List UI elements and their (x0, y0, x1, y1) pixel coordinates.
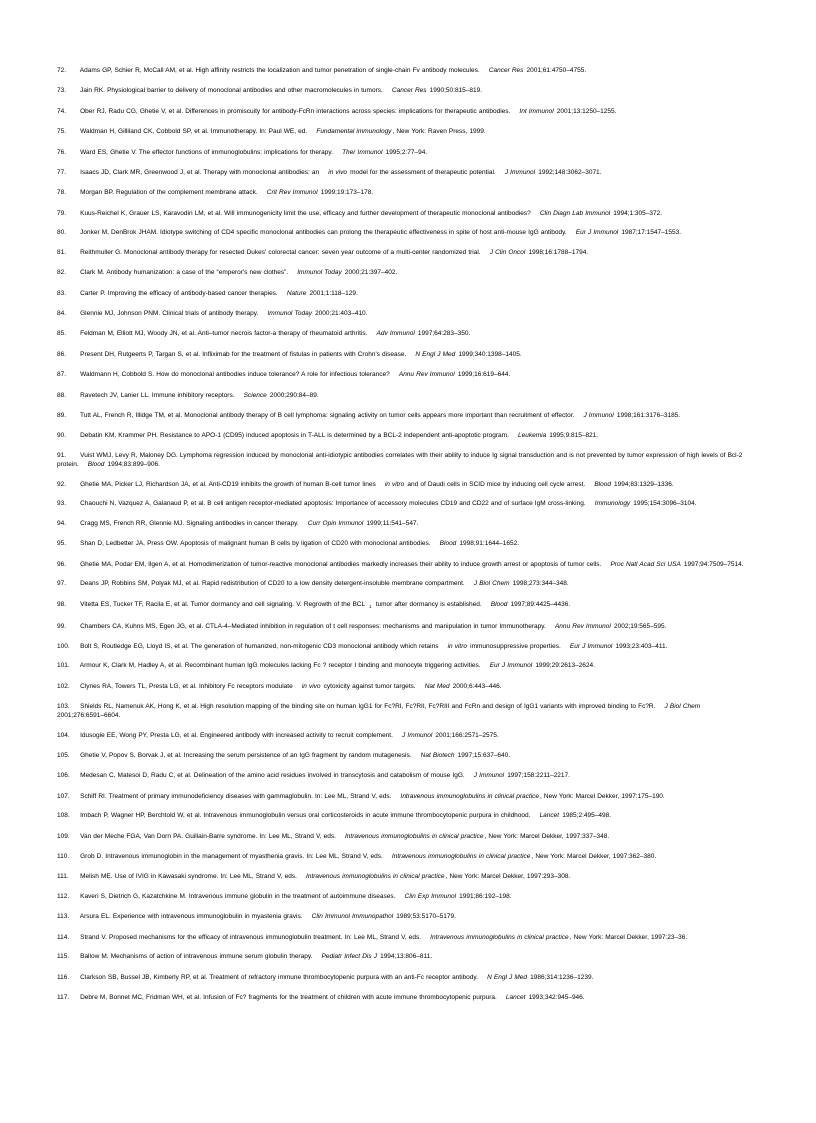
reference-number: 91. (57, 452, 67, 460)
journal-title: Nat Biotech (420, 751, 455, 759)
reference-item (57, 228, 746, 237)
subscript: 1 (369, 603, 372, 609)
reference-citation: 1998;16:1788–1794. (528, 248, 589, 256)
reference-number: 104. (57, 731, 70, 739)
reference-number: 84. (57, 310, 67, 318)
journal-title: Annu Rev Immunol (398, 371, 455, 379)
reference-citation: , New York: Marcel Dekker, 1997:23–36. (569, 933, 688, 941)
reference-text: Waldman H, Gilliland CK, Cobbold SP, et al. Immunotherapy. In: Paul WE, ed. (80, 128, 308, 136)
reference-number: 75. (57, 128, 67, 136)
reference-text: Adams GP, Schier R, McCall AM, et al. High affinity restricts the localization and tumor penetration of single-chain Fv antibody molecules. (79, 67, 480, 74)
reference-number: 93. (57, 500, 67, 508)
reference-citation: 1999;16:619–644. (457, 371, 511, 379)
journal-title: Intravenous immunoglobulins in clinical practice (400, 792, 540, 800)
journal-title: Fundamental immunology (316, 128, 392, 136)
journal-title: in vivo (328, 168, 347, 176)
reference-text: Chambers CA, Kuhns MS, Egen JG, et al. CTLA-4–Mediated inhibition in regulation of t cell responses: mechanisms and manipulation in tumor Immunotherapy. (80, 622, 546, 630)
reference-item (57, 731, 746, 740)
reference-number: 92. (57, 480, 67, 488)
reference-text: Van der Meche FGA, Van Dorn PA. Guillain-Barre syndrome. In: Lee ML, Strand V, eds. (80, 832, 336, 840)
reference-text: Jain RK. Physiological barrier to delivery of monoclonal antibodies and other macromolecules in tumors. (80, 87, 383, 95)
reference-item (57, 771, 746, 780)
reference-citation: 1997;89:4425–4436. (510, 600, 571, 608)
reference-text: Schiff RI. Treatment of primary immunodeficiency diseases with gammaglobulin. In: Lee ML, Strand V, eds. (80, 792, 392, 800)
reference-citation: immunosuppressive properties. (470, 642, 561, 650)
reference-item (57, 872, 746, 881)
reference-item (57, 248, 746, 257)
reference-number: 78. (57, 189, 67, 197)
reference-item (57, 993, 746, 1002)
journal-title: J Biol Chem (664, 702, 701, 710)
journal-title: Clin Diagn Lab Immunol (539, 209, 611, 217)
reference-number: 100. (57, 642, 70, 650)
reference-citation: 2000;21:403–410. (315, 310, 368, 318)
reference-citation: 1987;17:1547–1553. (621, 229, 682, 237)
reference-citation: 1994;13:806–811. (380, 953, 433, 961)
reference-citation: 2000;6:443–446. (452, 682, 502, 690)
reference-text: Bolt S, Routledge EG, Lloyd IS, et al. The generation of humanized, non-mitogenic CD3 monoclonal antibody which retains (80, 642, 439, 650)
reference-text: Chaouchi N, Vazquez A, Galanaud P, et al. B cell antigen receptor-mediated apoptosis: Importance of accessory molecules CD19 and CD22 and of surface IgM cross-linking. (80, 500, 586, 508)
reference-citation: 2001;276:6591–6604. (57, 711, 121, 719)
reference-number: 95. (57, 540, 67, 548)
reference-item (57, 188, 746, 197)
journal-title: Blood (594, 480, 611, 488)
reference-citation: 1997;15:637–640. (457, 751, 511, 759)
journal-title: Blood (87, 461, 105, 469)
reference-citation: 2000;21:397–402. (344, 269, 398, 277)
reference-number: 90. (57, 431, 67, 439)
reference-item (57, 499, 746, 508)
reference-item (57, 811, 746, 820)
journal-title: in vitro (447, 642, 468, 650)
reference-citation: 2002;19:565–595. (613, 622, 667, 630)
journal-title: Eur J Immunol (575, 229, 619, 237)
journal-title: Intravenous immunoglobulins in clinical practice (430, 933, 569, 941)
reference-citation: 1992;148:3062–3071. (538, 168, 602, 176)
journal-title: Blood (490, 600, 508, 608)
reference-citation: 1997;94:7509–7514. (683, 560, 744, 568)
reference-text: Present DH, Rutgeerts P, Targan S, et al. Infliximab for the treatment of fistulas in patients with Crohn's disease. (80, 350, 407, 358)
reference-citation: 2001;61:4750–4755. (526, 67, 587, 74)
reference-number: 89. (57, 412, 67, 420)
reference-text: Debatin KM, Krammer PH. Resistance to APO-1 (CD95) induced apoptosis in T-ALL is determined by a BCL-2 independent anti-apoptotic program. (80, 431, 509, 439)
reference-text: Ravetech JV, Lanier LL. Immune inhibitory receptors. (80, 391, 235, 399)
journal-title: Proc Natl Acad Sci USA (610, 560, 681, 568)
journal-title: Curr Opin Immunol (307, 519, 364, 527)
reference-citation: model for the assessment of therapeutic potential. (350, 168, 496, 176)
reference-number: 111. (57, 872, 69, 880)
reference-text: Arsura EL. Experience with intravenous immunoglobulin in myastenia gravis. (79, 913, 303, 921)
reference-text: Waldmann H, Cobbold S. How do monoclonal antibodies induce tolerance? A role for infectious tolerance? (80, 371, 390, 379)
reference-text: Grob D. Intravenous immunoglobin in the management of myasthenia gravis. In: Lee ML, Strand V, eds. (80, 853, 383, 861)
reference-citation: and of Daudi cells in SCID mice by inducing cell cycle arrest. (407, 480, 586, 488)
reference-text: Vuist WMJ, Levy R, Maloney DG. Lymphoma regression induced by monoclonal anti-idiotypic antibodies correlates with their ability to induce Ig signal transduction and is not prevented by tumor expression of high levels of Bcl-2 protein. (57, 452, 743, 469)
reference-text: Morgan BP. Regulation of the complement membrane attack. (80, 189, 258, 197)
journal-title: Intravenous immunoglobulins in clinical practice (306, 872, 445, 880)
reference-text: Reithmuller G. Monoclonal antibody therapy for resected Dukes' colorectal cancer: seven year outcome of a multi-center randomized trial. (80, 248, 481, 256)
reference-number: 117. (57, 994, 70, 1002)
journal-title: Ther Immunol (342, 148, 383, 156)
journal-title: N Engl J Med (415, 350, 456, 358)
reference-text: Cragg MS, French RR, Glennie MJ. Signaling antibodies in cancer therapy. (80, 519, 299, 527)
reference-number: 115. (57, 953, 70, 961)
reference-item (57, 209, 746, 218)
reference-citation: 1999;340:1398–1405. (458, 350, 522, 358)
reference-item (57, 451, 746, 469)
reference-citation: 1997;158:2211–2217. (507, 772, 570, 780)
reference-number: 88. (57, 391, 67, 399)
reference-text: Vitetta ES, Tucker TF, Racila E, et al. Tumor dormancy and cell signaling. V. Regrowth of the BCL (80, 600, 366, 608)
reference-item (57, 127, 746, 136)
journal-title: Eur J Immunol (569, 642, 613, 650)
reference-item (57, 539, 746, 548)
reference-number: 102. (57, 682, 70, 690)
reference-citation: , New York: Marcel Dekker, 1997:175–190. (540, 792, 665, 800)
journal-title: Nature (286, 289, 307, 297)
reference-item (57, 148, 746, 157)
reference-text: Jonker M, DenBrok JHAM. Idiotype switching of CD4 specific monoclonal antibodies can prolong the therapeutic effectiveness in spite of host anti-mouse IgG antibody. (80, 229, 567, 237)
reference-text: Kaveri S, Dietrich G, Kazatchkine M. Intravenous immune globulin in the treatment of autoimmune diseases. (80, 893, 396, 901)
reference-citation: 2000;290:84–89. (269, 391, 319, 399)
journal-title: Leukemia (518, 431, 547, 439)
reference-item (57, 642, 746, 651)
journal-title: in vivo (301, 682, 321, 690)
reference-item (57, 973, 746, 982)
reference-item (57, 579, 746, 588)
reference-item (57, 682, 746, 691)
journal-title: J Immunol (473, 772, 505, 780)
reference-item (57, 661, 746, 670)
reference-citation: 2001;1:118–129. (309, 289, 358, 297)
journal-title: Cancer Res (488, 67, 524, 74)
journal-title: Lancet (539, 812, 560, 820)
reference-citation: , New York: Marcel Dekker, 1997:362–380. (531, 853, 657, 861)
reference-text: Clark M. Antibody humanization: a case of the “emperor's new clothes”. (80, 269, 289, 277)
reference-item (57, 560, 746, 569)
reference-number: 94. (57, 519, 67, 527)
reference-number: 77. (57, 168, 67, 176)
journal-title: J Immunol (402, 731, 433, 739)
reference-text: Melish ME. Use of IVIG in Kawasaki syndrome. In: Lee ML, Strand V, eds. (80, 872, 297, 880)
reference-number: 73. (57, 87, 67, 95)
reference-text: Kuus-Reichel K, Grauer LS, Karavodin LM, et al. Will immunogenicity limit the use, efficacy and further development of therapeutic monoclonal antibodies? (80, 209, 531, 217)
reference-number: 74. (57, 107, 67, 115)
reference-item (57, 519, 746, 528)
reference-item (57, 168, 746, 177)
journal-title: Crit Rev Immunol (266, 189, 318, 197)
reference-citation: , New York: Marcel Dekker, 1997:293–308. (445, 872, 571, 880)
journal-title: Clin Immunol Immunopathol (311, 913, 394, 921)
reference-citation: 1994;1:305–372. (613, 209, 663, 217)
reference-citation: 1999;19:173–178. (320, 189, 374, 197)
reference-number: 86. (57, 350, 67, 358)
journal-title: Intravenous immunoglobulins in clinical practice (345, 832, 484, 840)
reference-number: 116. (57, 973, 70, 981)
reference-number: 96. (57, 560, 67, 568)
reference-citation: 1989;53:5170–5179. (396, 913, 456, 921)
journal-title: Lancet (505, 994, 526, 1002)
reference-citation: 1994;83:1329–1336. (614, 480, 674, 488)
reference-number: 107. (57, 792, 70, 800)
reference-citation: 1985;2:495–498. (562, 812, 612, 820)
reference-number: 80. (57, 229, 67, 237)
reference-item (57, 480, 746, 489)
journal-title: J Immunol (583, 412, 614, 420)
reference-text: Imbach P, Wagner HP, Berchtold W, et al. Intravenous immunoglobulin versus oral corticosteroids in acute immune thrombocytopenic purpura in childhood. (80, 812, 531, 820)
reference-text: Clarkson SB, Bussel JB, Kimberly RP, et al. Treatment of refractory immune thrombocytopenic purpura with an anti-Fc receptor antibody. (80, 973, 478, 981)
reference-number: 72. (57, 67, 67, 74)
reference-item (57, 952, 746, 961)
reference-number: 81. (57, 248, 67, 256)
reference-number: 108. (57, 812, 70, 820)
reference-citation: 1993;342:945–946. (528, 994, 585, 1002)
reference-text: Strand V. Proposed mechanisms for the efficacy of intravenous immunoglobulin treatment. In: Lee ML, Strand V, eds. (80, 933, 422, 941)
reference-text: Shan D, Ledbetter JA, Press OW. Apoptosis of malignant human B cells by ligation of CD20 with monoclonal antibodies. (80, 540, 431, 548)
reference-citation: 1998;161:3176–3185. (616, 412, 681, 420)
reference-item (57, 792, 746, 801)
journal-title: Nat Med (424, 682, 450, 690)
journal-title: in vitro (384, 480, 405, 488)
journal-title: J Clin Oncol (489, 248, 526, 256)
journal-title: Science (243, 391, 267, 399)
reference-item (57, 350, 746, 359)
journal-title: Intravenous immunoglobulins in clinical practice (391, 853, 531, 861)
reference-text: Idusogie EE, Wong PY, Presta LG, et al. Engineered antibody with increased activity to recruit complement. (80, 731, 393, 739)
reference-item (57, 702, 746, 720)
reference-number: 83. (57, 289, 67, 297)
journal-title: Immunology (594, 500, 631, 508)
reference-citation: 1990;50:815–819. (429, 87, 483, 95)
reference-citation: , New York: Marcel Dekker, 1997:337–348. (484, 832, 610, 840)
reference-citation: 2001;166:2571–2575. (435, 731, 499, 739)
reference-text: Glennie MJ, Johnson PNM. Clinical trials of antibody therapy. (80, 310, 259, 318)
reference-item (57, 66, 746, 75)
reference-number: 103. (57, 702, 70, 710)
reference-item (57, 892, 746, 901)
reference-item (57, 751, 746, 760)
reference-item (57, 309, 746, 318)
reference-item (57, 370, 746, 379)
reference-list (57, 66, 746, 1002)
reference-text: Deans JP, Robbins SM, Polyak MJ, et al. Rapid redistribution of CD20 to a low density detergent-insoluble membrane compartment. (80, 580, 465, 588)
reference-text: Medesan C, Matesoi D, Radu C, et al. Delineation of the amino acid residues involved in transcytosis and catabolism of mouse IgG. (80, 772, 465, 780)
reference-number: 113. (57, 913, 70, 921)
reference-citation: 1997;64:283–350. (417, 330, 471, 338)
reference-number: 101. (57, 662, 70, 670)
reference-item (57, 268, 746, 277)
reference-item (57, 832, 746, 841)
reference-text: Ward ES, Ghetie V. The effector functions of immunoglobulins: implications for therapy. (80, 148, 333, 156)
journal-title: J Immunol (504, 168, 536, 176)
reference-text: Armour K, Clark M, Hadley A, et al. Recombinant human IgG molecules lacking Fc ? receptor I binding and monocyte triggering activities. (79, 662, 481, 670)
reference-citation: tumor after dormancy is established. (375, 600, 482, 608)
journal-title: N Engl J Med (487, 973, 527, 981)
reference-number: 112. (57, 893, 70, 901)
reference-number: 82. (57, 269, 67, 277)
reference-item (57, 289, 746, 298)
reference-text: Tutt AL, French R, Illidge TM, et al. Monoclonal antibody therapy of B cell lymphoma: signaling activity on tumor cells appears more important than recruitment of effector. (80, 412, 575, 420)
reference-number: 109. (57, 832, 70, 840)
reference-citation: 1986;314:1236–1239. (530, 973, 594, 981)
reference-item (57, 86, 746, 95)
journal-title: Immunol Today (297, 269, 342, 277)
reference-text: Ballow M. Mechanisms of action of intravenous immune serum globulin therapy. (80, 953, 313, 961)
reference-text: Feldman M, Elliott MJ, Woody JN, et al. Anti–tumor necrois factor-a therapy of rheumatoid arthritis. (80, 330, 368, 338)
reference-citation: 1995;9:815–821. (549, 431, 599, 439)
reference-item (57, 852, 746, 861)
reference-number: 106. (57, 772, 70, 780)
journal-title: Eur J Immunol (489, 662, 533, 670)
reference-item (57, 600, 746, 611)
reference-text: Carter P. Improving the efficacy of antibody-based cancer therapies. (80, 289, 278, 297)
reference-text: Ober RJ, Radu CG, Ghetie V, et al. Differences in promiscuity for antibody-FcRn interactions across species: implications for therapeutic antibodies. (80, 107, 511, 115)
journal-title: J Biol Chem (473, 580, 510, 588)
reference-item (57, 411, 746, 420)
reference-item (57, 622, 746, 631)
reference-number: 87. (57, 371, 67, 379)
reference-citation: , New York: Raven Press, 1999. (392, 128, 486, 136)
reference-citation: 1998;91:1644–1652. (459, 540, 520, 548)
reference-number: 99. (57, 622, 67, 630)
journal-title: Annu Rev Immunol (554, 622, 611, 630)
reference-citation: cytoxicity against tumor targets. (323, 682, 416, 690)
reference-item (57, 107, 746, 116)
journal-title: Pediatr Infect Dis J (321, 953, 377, 961)
reference-number: 98. (57, 600, 67, 608)
reference-citation: 1993;23:403–411. (615, 642, 668, 650)
reference-number: 110. (57, 853, 70, 861)
reference-item (57, 431, 746, 440)
reference-citation: 1995;154:3096–3104. (633, 500, 697, 508)
reference-number: 97. (57, 580, 67, 588)
reference-item (57, 391, 746, 400)
reference-text: Ghetie V, Popov S, Borvak J, et al. Increasing the serum persistence of an IgG fragment by random mutagenesis. (80, 751, 412, 759)
reference-item (57, 329, 746, 338)
reference-item (57, 912, 746, 921)
reference-citation: 1991;86:192–198. (459, 893, 512, 901)
reference-number: 79. (57, 209, 67, 217)
journal-title: Adv Immunol (376, 330, 415, 338)
reference-number: 76. (57, 148, 67, 156)
reference-citation: 1995;2:77–94. (385, 148, 428, 156)
reference-text: Shields RL, Namenuk AK, Hong K, et al. High resolution mapping of the binding site on human IgG1 for Fc?RI, Fc?RII, Fc?RIII and FcRn and design of IgG1 variants with improved binding to Fc?R. (80, 702, 656, 710)
journal-title: Immunol Today (267, 310, 312, 318)
reference-text: Clynes RA, Towers TL, Presta LG, et al. Inhibitory Fc receptors modulate (80, 682, 293, 690)
reference-citation: 1999;29:2613–2624. (535, 662, 595, 670)
journal-title: Clin Exp Immunol (404, 893, 457, 901)
journal-title: Cancer Res (391, 87, 427, 95)
reference-citation: 1998;273:344–348. (512, 580, 569, 588)
reference-item (57, 933, 746, 942)
reference-number: 114. (57, 933, 70, 941)
reference-number: 105. (57, 751, 70, 759)
journal-title: Int Immunol (519, 107, 554, 115)
reference-number: 85. (57, 330, 67, 338)
reference-citation: 2001;13:1250–1255. (556, 107, 617, 115)
reference-citation: 1999;11:541–547. (366, 519, 419, 527)
reference-text: Ghetie MA, Podar EM, Ilgen A, et al. Homodimerization of tumor-reactive monoclonal antibodies markedly increases their ability to induce growth arrest or apoptosis of tumor cells. (80, 560, 602, 568)
reference-text: Debre M, Bonnet MC, Fridman WH, et al. Infusion of Fc? fragments for the treatment of children with acute immune thrombocytopenic purpura. (80, 994, 497, 1002)
reference-text: Ghetie MA, Picker LJ, Richardson JA, et al. Anti-CD19 inhibits the growth of human B-cell tumor lines (80, 480, 376, 488)
journal-title: Blood (439, 540, 457, 548)
reference-citation: 1994;83:899–906. (107, 461, 160, 469)
reference-text: Isaacs JD, Clark MR, Greenwood J, et al. Therapy with monoclonal antibodies: an (80, 168, 320, 176)
